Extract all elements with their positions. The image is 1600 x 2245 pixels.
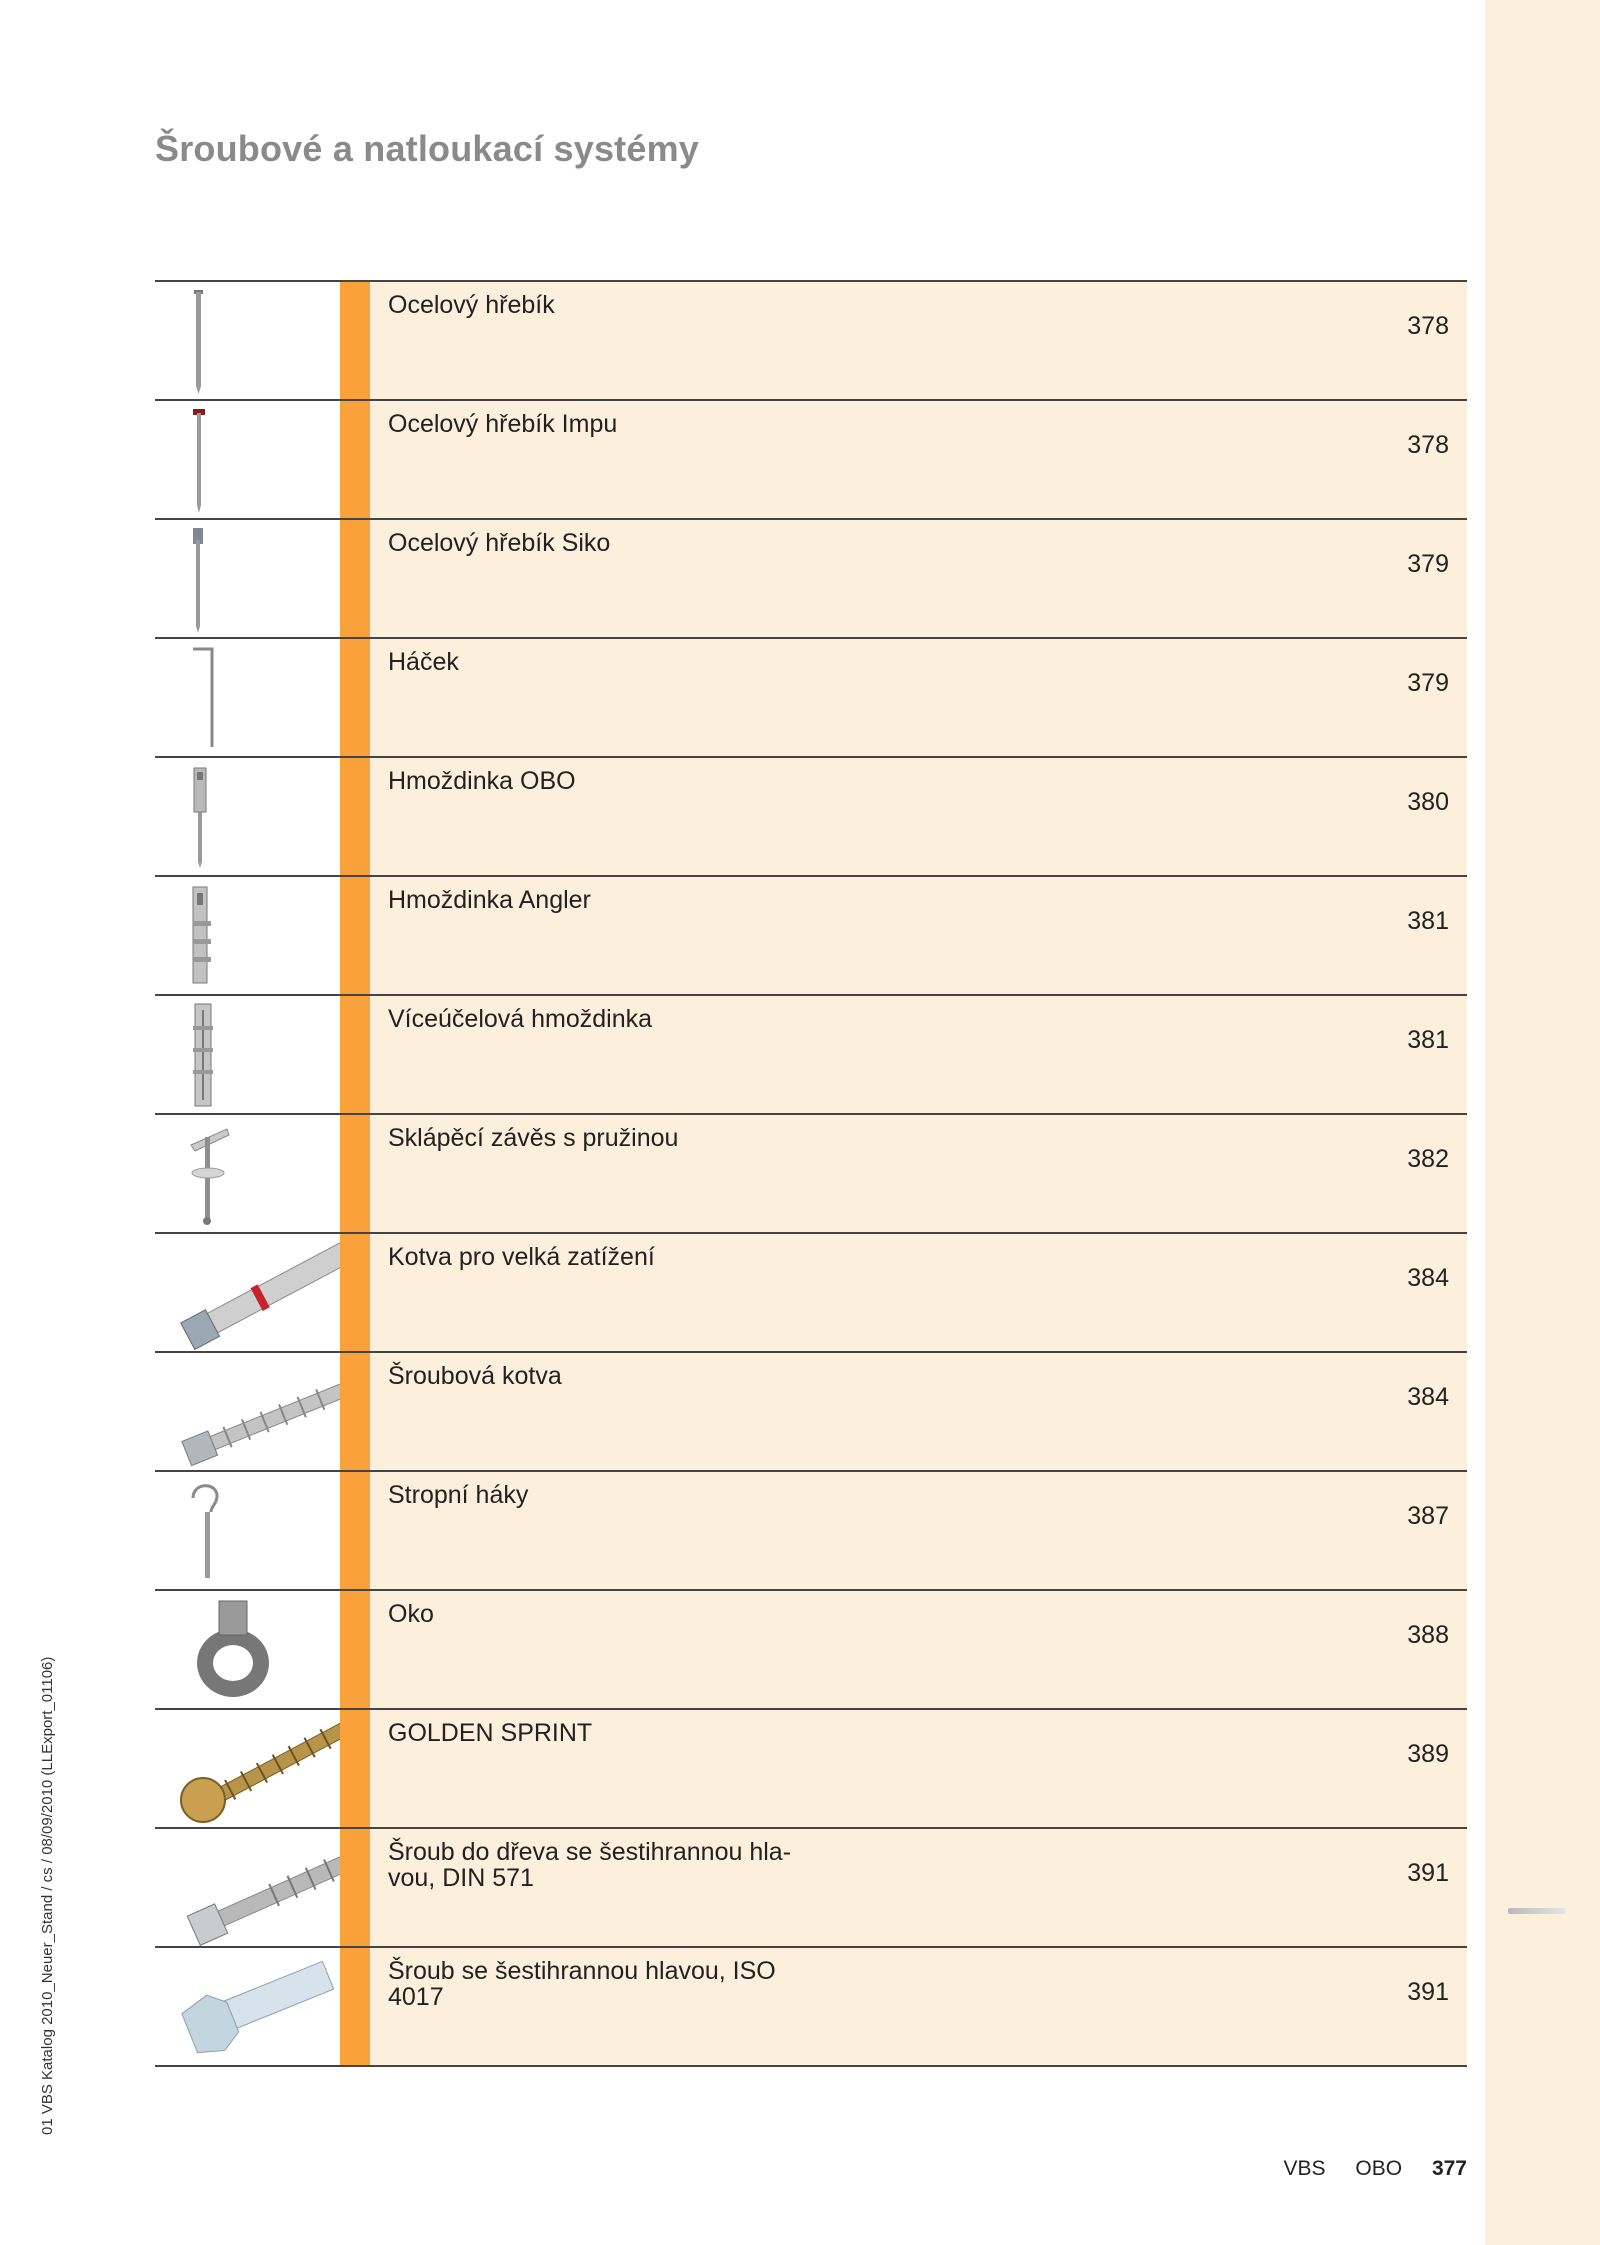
product-cell bbox=[370, 1353, 1467, 1470]
product-thumbnail bbox=[155, 1591, 340, 1708]
product-thumbnail bbox=[155, 1472, 340, 1589]
product-cell bbox=[370, 996, 1467, 1113]
product-page[interactable]: 391 bbox=[1407, 1978, 1449, 2006]
product-page[interactable]: 389 bbox=[1407, 1740, 1449, 1768]
nail-impu-icon bbox=[155, 401, 340, 518]
product-row[interactable] bbox=[155, 996, 1467, 1115]
product-thumbnail bbox=[155, 1115, 340, 1232]
product-row[interactable] bbox=[155, 758, 1467, 877]
product-thumbnail bbox=[155, 1948, 340, 2065]
product-row[interactable] bbox=[155, 1948, 1467, 2067]
hook-nail-icon bbox=[155, 639, 340, 756]
product-name: Sklápěcí závěs s pružinou bbox=[388, 1124, 679, 1152]
product-row[interactable] bbox=[155, 877, 1467, 996]
nail-siko-icon bbox=[155, 520, 340, 637]
multi-dowel-icon bbox=[155, 996, 340, 1113]
accent-bar bbox=[340, 1829, 370, 1946]
product-cell bbox=[370, 520, 1467, 637]
eye-nut-icon bbox=[155, 1591, 340, 1708]
accent-bar bbox=[340, 1234, 370, 1351]
product-name: Šroub do dřeva se šestihrannou hla- vou, DIN 571 bbox=[388, 1838, 792, 1892]
accent-bar bbox=[340, 758, 370, 875]
side-print-note: 01 VBS Katalog 2010_Neuer_Stand / cs / 08/09/2010 (LLExport_01106) bbox=[39, 1656, 56, 2135]
product-page[interactable]: 384 bbox=[1407, 1383, 1449, 1411]
product-name: GOLDEN SPRINT bbox=[388, 1719, 593, 1747]
product-thumbnail bbox=[155, 639, 340, 756]
product-name: Ocelový hřebík Impu bbox=[388, 410, 618, 438]
product-thumbnail bbox=[155, 520, 340, 637]
product-cell bbox=[370, 282, 1467, 399]
page-title: Šroubové a natloukací systémy bbox=[155, 128, 700, 169]
product-row[interactable] bbox=[155, 1115, 1467, 1234]
product-row[interactable] bbox=[155, 282, 1467, 401]
product-thumbnail bbox=[155, 401, 340, 518]
product-page[interactable]: 381 bbox=[1407, 1026, 1449, 1054]
accent-bar bbox=[340, 1472, 370, 1589]
accent-bar bbox=[340, 1710, 370, 1827]
product-row[interactable] bbox=[155, 639, 1467, 758]
accent-bar bbox=[340, 282, 370, 399]
register-tab-mark bbox=[1508, 1908, 1566, 1914]
dowel-angler-icon bbox=[155, 877, 340, 994]
product-cell bbox=[370, 758, 1467, 875]
product-name: Víceúčelová hmoždinka bbox=[388, 1005, 653, 1033]
product-table bbox=[155, 280, 1467, 2067]
product-page[interactable]: 387 bbox=[1407, 1502, 1449, 1530]
footer-brand-obo: OBO bbox=[1355, 2157, 1403, 2180]
screw-anchor-icon bbox=[155, 1353, 340, 1470]
accent-bar bbox=[340, 1591, 370, 1708]
product-row[interactable] bbox=[155, 1710, 1467, 1829]
product-name: Šroubová kotva bbox=[388, 1362, 562, 1390]
product-cell bbox=[370, 639, 1467, 756]
product-cell bbox=[370, 1472, 1467, 1589]
nail-icon bbox=[155, 282, 340, 399]
product-cell bbox=[370, 1710, 1467, 1827]
footer-brand-vbs: VBS bbox=[1283, 2157, 1326, 2180]
product-page[interactable]: 379 bbox=[1407, 550, 1449, 578]
wood-screw-icon bbox=[155, 1829, 340, 1946]
product-name: Hmoždinka Angler bbox=[388, 886, 591, 914]
product-page[interactable]: 384 bbox=[1407, 1264, 1449, 1292]
accent-bar bbox=[340, 1115, 370, 1232]
product-page[interactable]: 381 bbox=[1407, 907, 1449, 935]
product-page[interactable]: 378 bbox=[1407, 312, 1449, 340]
product-cell bbox=[370, 1829, 1467, 1946]
product-row[interactable] bbox=[155, 1829, 1467, 1948]
accent-bar bbox=[340, 639, 370, 756]
product-name: Šroub se šestihrannou hlavou, ISO 4017 bbox=[388, 1957, 776, 2011]
product-page[interactable]: 391 bbox=[1407, 1859, 1449, 1887]
product-page[interactable]: 378 bbox=[1407, 431, 1449, 459]
accent-bar bbox=[340, 877, 370, 994]
product-cell bbox=[370, 877, 1467, 994]
product-cell bbox=[370, 1591, 1467, 1708]
accent-bar bbox=[340, 1353, 370, 1470]
product-name: Ocelový hřebík Siko bbox=[388, 529, 611, 557]
gold-screw-icon bbox=[155, 1710, 340, 1827]
product-row[interactable] bbox=[155, 1234, 1467, 1353]
product-cell bbox=[370, 401, 1467, 518]
product-row[interactable] bbox=[155, 1472, 1467, 1591]
dowel-icon bbox=[155, 758, 340, 875]
product-cell bbox=[370, 1115, 1467, 1232]
product-thumbnail bbox=[155, 282, 340, 399]
product-thumbnail bbox=[155, 877, 340, 994]
product-name: Hmoždinka OBO bbox=[388, 767, 576, 795]
product-name: Oko bbox=[388, 1600, 434, 1628]
accent-bar bbox=[340, 996, 370, 1113]
accent-bar bbox=[340, 1948, 370, 2065]
product-cell bbox=[370, 1948, 1467, 2065]
spring-toggle-icon bbox=[155, 1115, 340, 1232]
product-thumbnail bbox=[155, 1353, 340, 1470]
page-footer bbox=[1260, 2157, 1467, 2181]
product-thumbnail bbox=[155, 1829, 340, 1946]
product-page[interactable]: 380 bbox=[1407, 788, 1449, 816]
product-row[interactable] bbox=[155, 520, 1467, 639]
product-thumbnail bbox=[155, 758, 340, 875]
hex-bolt-icon bbox=[155, 1948, 340, 2065]
ceiling-hook-icon bbox=[155, 1472, 340, 1589]
product-page[interactable]: 388 bbox=[1407, 1621, 1449, 1649]
product-page[interactable]: 382 bbox=[1407, 1145, 1449, 1173]
product-name: Kotva pro velká zatížení bbox=[388, 1243, 655, 1271]
product-thumbnail bbox=[155, 1234, 340, 1351]
product-name: Háček bbox=[388, 648, 459, 676]
accent-bar bbox=[340, 401, 370, 518]
footer-page-number: 377 bbox=[1431, 2157, 1467, 2180]
accent-bar bbox=[340, 520, 370, 637]
product-thumbnail bbox=[155, 996, 340, 1113]
product-thumbnail bbox=[155, 1710, 340, 1827]
product-name: Stropní háky bbox=[388, 1481, 529, 1509]
product-name: Ocelový hřebík bbox=[388, 291, 555, 319]
product-cell bbox=[370, 1234, 1467, 1351]
heavy-anchor-icon bbox=[155, 1234, 340, 1351]
product-page[interactable]: 379 bbox=[1407, 669, 1449, 697]
product-row[interactable] bbox=[155, 401, 1467, 520]
product-row[interactable] bbox=[155, 1591, 1467, 1710]
product-row[interactable] bbox=[155, 1353, 1467, 1472]
